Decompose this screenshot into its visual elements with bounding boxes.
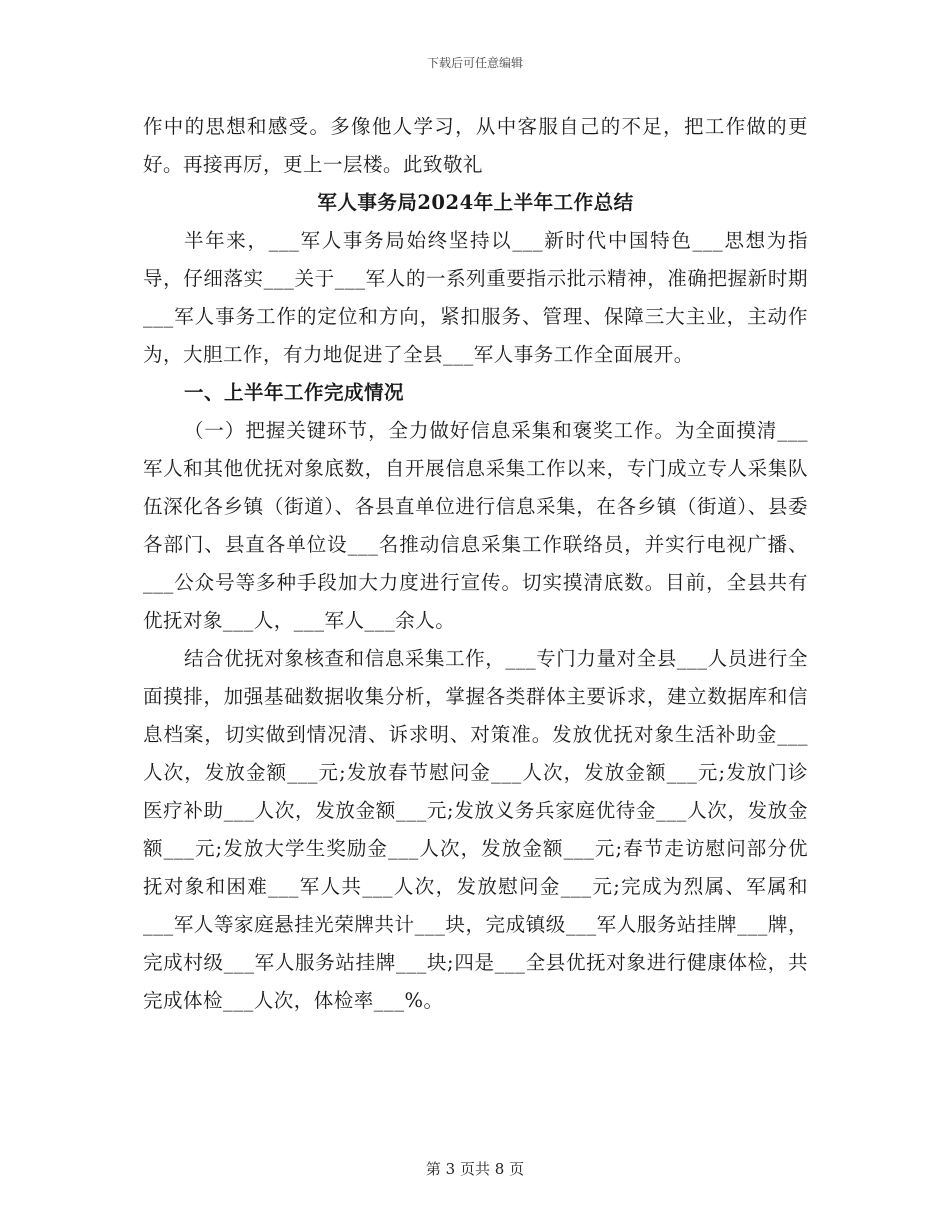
intro-paragraph: 半年来，___军人事务局始终坚持以___新时代中国特色___思想为指导，仔细落实___关于___军人的一系列重要指示批示精神，准确把握新时期___军人事务工作的定位和方向，紧扣服务、管理、保障三大主业，主动作为，大胆工作，有力地促进了全县___军人事务工作全面展开。 [143, 229, 808, 366]
document-title: 军人事务局2024年上半年工作总结 [317, 191, 634, 214]
paragraph-verification: 结合优抚对象核查和信息采集工作，___专门力量对全县___人员进行全面摸排，加强基础数据收集分析，掌握各类群体主要诉求，建立数据库和信息档案，切实做到情况清、诉求明、对策准。发放优抚对象生活补助金___人次，发放金额___元;发放春节慰问金___人次，发放金额___元;发放门诊医疗补助___人次，发放金额___元;发放义务兵家庭优待金___人次，发放金额___元;发放大学生奖励金___人次，发放金额___元;春节走访慰问部分优抚对象和困难___军人共___人次，发放慰问金___元;完成为烈属、军属和___军人等家庭悬挂光荣牌共计___块，完成镇级___军人服务站挂牌___牌，完成村级___军人服务站挂牌___块;四是___全县优抚对象进行健康体检，共完成体检___人次，体检率___%。 [143, 647, 808, 1012]
carryover-paragraph: 作中的思想和感受。多像他人学习，从中客服自己的不足，把工作做的更好。再接再厉，更上一层楼。此致敬礼 [143, 115, 808, 176]
paragraph-info-collection: （一）把握关键环节，全力做好信息采集和褒奖工作。为全面摸清___军人和其他优抚对象底数，自开展信息采集工作以来，专门成立专人采集队伍深化各乡镇（街道）、各县直单位进行信息采集，在各乡镇（街道）、县委各部门、县直各单位设___名推动信息采集工作联络员，并实行电视广播、___公众号等多种手段加大力度进行宣传。切实摸清底数。目前，全县共有优抚对象___人，___军人___余人。 [143, 419, 808, 632]
page-header: 下载后可任意编辑 [426, 56, 523, 70]
page-number: 第 3 页共 8 页 [425, 1160, 525, 1178]
document-body [143, 108, 808, 1020]
section-heading: 一、上半年工作完成情况 [183, 381, 404, 404]
